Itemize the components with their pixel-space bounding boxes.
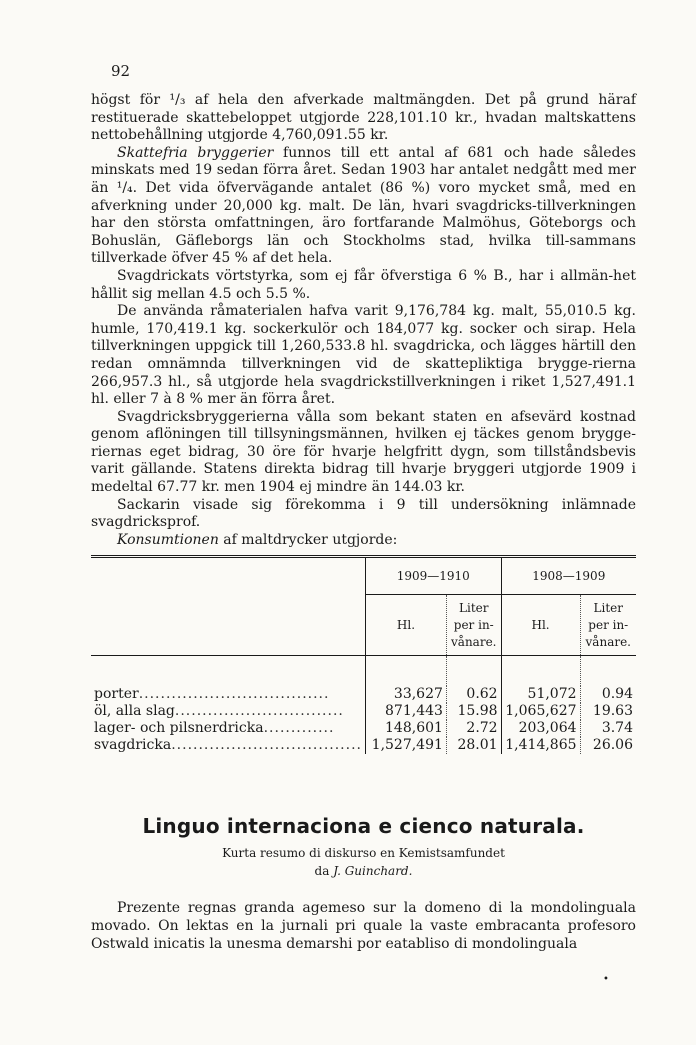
hl-1909: 1,414,865 [501,737,580,754]
paragraph-1: högst för ¹/₃ af hela den afverkade maltmängden. Det på grund häraf restituerade skattebeloppet utgjorde 228,101.10 kr., hvadan maltskattens nettobehållning utgjorde 4,760,091.55 kr. [91,92,636,144]
article-title: Linguo internaciona e cienco naturala. [142,814,585,839]
col-liter-1910: Liter per in-vånare. [446,595,501,656]
consumption-table [91,555,636,754]
table-corner-cell [91,557,365,656]
liter-1910: 2.72 [446,720,501,737]
hl-1909: 1,065,627 [501,703,580,720]
hl-1910: 33,627 [365,686,446,703]
col-liter-1909: Liter per in-vånare. [580,595,636,656]
hl-1909: 203,064 [501,720,580,737]
liter-1909: 3.74 [580,720,636,737]
paragraph-4: De använda råmaterialen hafva varit 9,176,784 kg. malt, 55,010.5 kg. humle, 170,419.1 kg. sockerkulör och 184,077 kg. socker och sirap. Hela tillverkningen uppgick till 1,260,533.8 hl. svagdricka, och lägges härtill den redan omnämnda tillverkningen vid de skattepliktiga brygge-rierna 266,957.3 hl., så utgjorde hela svagdrickstillverkningen i riket 1,527,491.1 hl. eller 7 à 8 % mer än förra året. [91,303,636,408]
row-label: lager- och pilsnerdricka [94,720,264,737]
row-label: svagdricka [94,737,172,754]
article-body: Prezente regnas granda agemeso sur la domeno di la mondolinguala movado. On lektas en la jurnali pri quale la vaste embracanta profesoro Ostwald inicatis la unesma demarshi por eatabliso di mondolinguala [91,900,636,952]
col-hl-1909: Hl. [501,595,580,656]
hl-1910: 871,443 [365,703,446,720]
liter-1910: 28.01 [446,737,501,754]
table-row: porter................................... 33,627 0.62 51,072 0.94 [91,686,636,703]
table-period-header [91,557,636,595]
paragraph-5: Svagdricksbryggerierna vålla som bekant staten en afsevärd kostnad genom aflöningen till tillsyningsmännen, hvilken ej täckes genom brygge-riernas eget bidrag, 30 öre för hvarje helgfritt dygn, som tillståndsbevis varit gällande. Statens direkta bidrag till hvarje bryggeri utgjorde 1909 i medeltal 67.77 kr. men 1904 ej mindre än 144.03 kr. [91,408,636,496]
liter-1910: 0.62 [446,686,501,703]
table-row: svagdricka................................... 1,527,491 28.01 1,414,865 26.06 [91,737,636,754]
liter-1909: 26.06 [580,737,636,754]
page-number: 92 [111,62,131,80]
row-label: porter [94,686,139,703]
table-row: öl, alla slag............................... 871,443 15.98 1,065,627 19.63 [91,703,636,720]
paragraph-6: Sackarin visade sig förekomma i 9 till undersökning inlämnade svagdricksprof. [91,496,636,531]
period-header-1908-1909: 1908—1909 [501,557,636,595]
paragraph-7-text: af maltdrycker utgjorde: [218,531,398,548]
paragraph-2 [91,145,636,268]
article-byline [91,862,636,880]
row-label: öl, alla slag [94,703,175,720]
paragraph-7-emphasis: Konsumtionen [117,531,219,548]
page-content [91,62,636,953]
hl-1910: 148,601 [365,720,446,737]
footer-mark: • [603,974,609,985]
paragraph-3: Svagdrickats vörtstyrka, som ej får öfverstiga 6 % B., har i allmän-het hållit sig mellan 4.5 och 5.5 %. [91,267,636,302]
article-subtitle: Kurta resumo di diskurso en Kemistsamfundet [222,846,505,861]
byline-prefix: da [314,864,334,879]
paragraph-7 [91,532,636,550]
article-author: J. Guinchard. [333,864,413,879]
hl-1910: 1,527,491 [365,737,446,754]
liter-1910: 15.98 [446,703,501,720]
paragraph-2-emphasis: Skattefria bryggerier [117,144,274,161]
hl-1909: 51,072 [501,686,580,703]
table-row: lager- och pilsnerdricka............. 148,601 2.72 203,064 3.74 [91,720,636,737]
period-header-1909-1910: 1909—1910 [365,557,501,595]
liter-1909: 0.94 [580,686,636,703]
liter-1909: 19.63 [580,703,636,720]
paragraph-2-text: funnos till ett antal af 681 och hade således minskats med 19 sedan förra året. Sedan 1903 har antalet nedgått med mer än ¹/₄. Det vida öfvervägande antalet (86 %) voro mycket små, med en afverkning under 20,000 kg. malt. De län, hvari svagdricks-tillverkningen har den största omfattningen, äro fortfarande Malmöhus, Göteborgs och Bohuslän, Gäfleborgs län och Stockholms stad, hvilka till-sammans tillverkade öfver 45 % af det hela. [91,144,636,267]
col-hl-1910: Hl. [365,595,446,656]
